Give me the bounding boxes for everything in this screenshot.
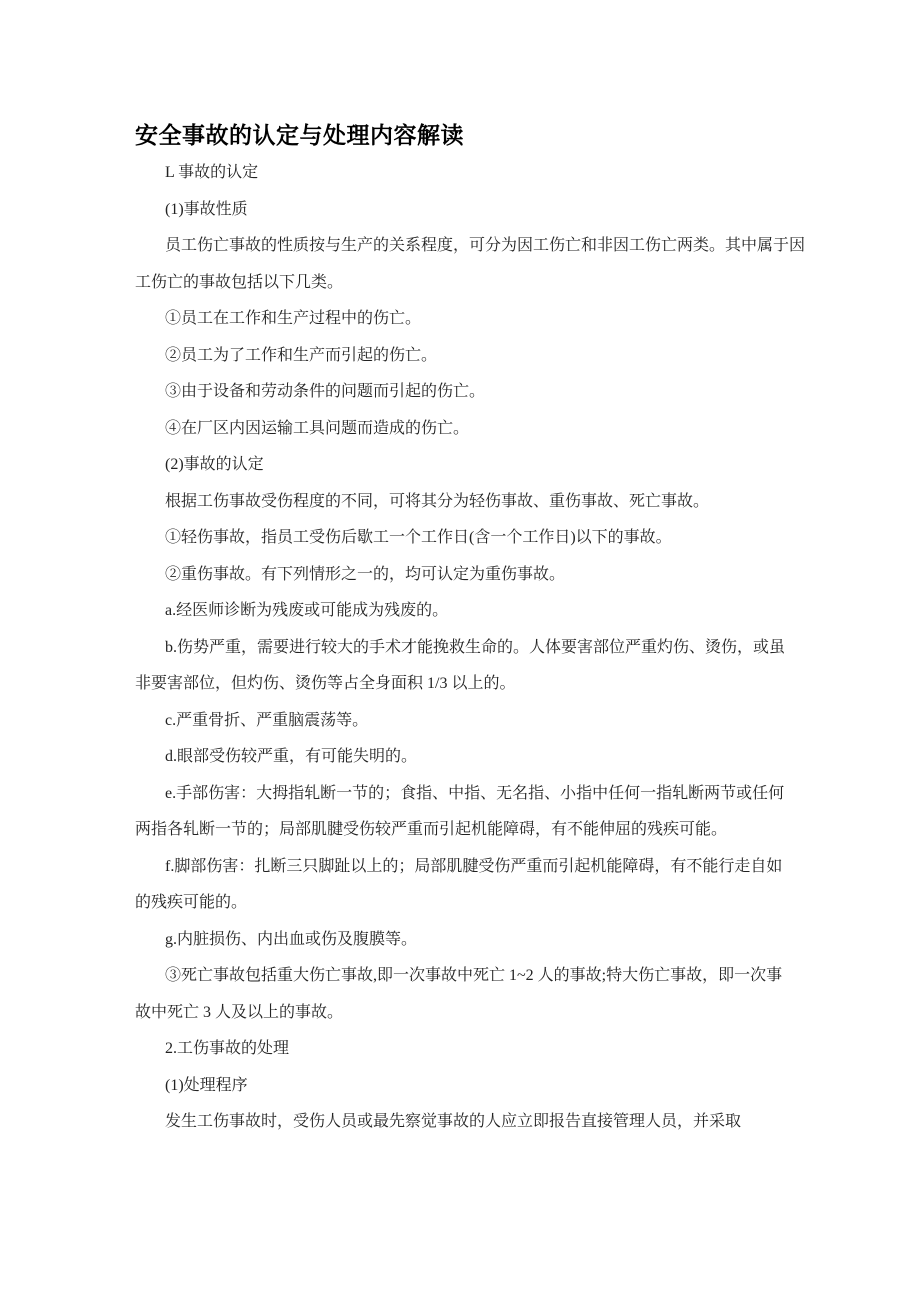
document-line: (1)处理程序 xyxy=(165,1076,248,1094)
document-line: 的残疾可能的。 xyxy=(135,894,248,911)
document-line: ③由于设备和劳动条件的问题而引起的伤亡。 xyxy=(165,383,486,400)
document-line: ③死亡事故包括重大伤亡事故,即一次事故中死亡 1~2 人的事故;特大伤亡事故，即一次事 xyxy=(165,967,783,984)
document-line: b.伤势严重，需要进行较大的手术才能挽救生命的。人体要害部位严重灼伤、烫伤，或虽 xyxy=(165,638,786,656)
document-line: ④在厂区内因运输工具问题而造成的伤亡。 xyxy=(165,419,470,437)
document-line: 员工伤亡事故的性质按与生产的关系程度，可分为因工伤亡和非因工伤亡两类。其中属于因 xyxy=(165,237,806,254)
document-line: ②员工为了工作和生产而引起的伤亡。 xyxy=(165,346,438,364)
document-line: ①轻伤事故，指员工受伤后歇工一个工作日(含一个工作日)以下的事故。 xyxy=(165,529,672,546)
document-line: 发生工伤事故时，受伤人员或最先察觉事故的人应立即报告直接管理人员，并采取 xyxy=(165,1113,742,1130)
document-line: g.内脏损伤、内出血或伤及腹膜等。 xyxy=(165,930,418,948)
document-body xyxy=(135,155,835,1141)
document-line: d.眼部受伤较严重，有可能失明的。 xyxy=(165,748,418,765)
document-line: 2.工伤事故的处理 xyxy=(165,1040,290,1057)
document-line: L 事故的认定 xyxy=(165,164,259,181)
document-line: 根据工伤事故受伤程度的不同，可将其分为轻伤事故、重伤事故、死亡事故。 xyxy=(165,492,710,510)
page-title: 安全事故的认定与处理内容解读 xyxy=(135,122,464,148)
document-line: a.经医师诊断为残废或可能成为残废的。 xyxy=(165,602,449,619)
document-line: 非要害部位，但灼伤、烫伤等占全身面积 1/3 以上的。 xyxy=(135,675,516,692)
document-line: f.脚部伤害：扎断三只脚趾以上的；局部肌腱受伤严重而引起机能障碍，有不能行走自如 xyxy=(165,857,783,875)
document-line: c.严重骨折、严重脑震荡等。 xyxy=(165,711,369,729)
document-line: ①员工在工作和生产过程中的伤亡。 xyxy=(165,310,422,327)
document-line: ②重伤事故。有下列情形之一的，均可认定为重伤事故。 xyxy=(165,565,566,583)
document-line: e.手部伤害：大拇指轧断一节的；食指、中指、无名指、小指中任何一指轧断两节或任何 xyxy=(165,784,785,802)
document-line: (1)事故性质 xyxy=(165,200,248,218)
document-line: (2)事故的认定 xyxy=(165,456,264,473)
document-line: 故中死亡 3 人及以上的事故。 xyxy=(135,1003,344,1021)
document-line: 工伤亡的事故包括以下几类。 xyxy=(135,273,344,291)
document-line: 两指各轧断一节的；局部肌腱受伤较严重而引起机能障碍，有不能伸屈的残疾可能。 xyxy=(135,821,728,838)
